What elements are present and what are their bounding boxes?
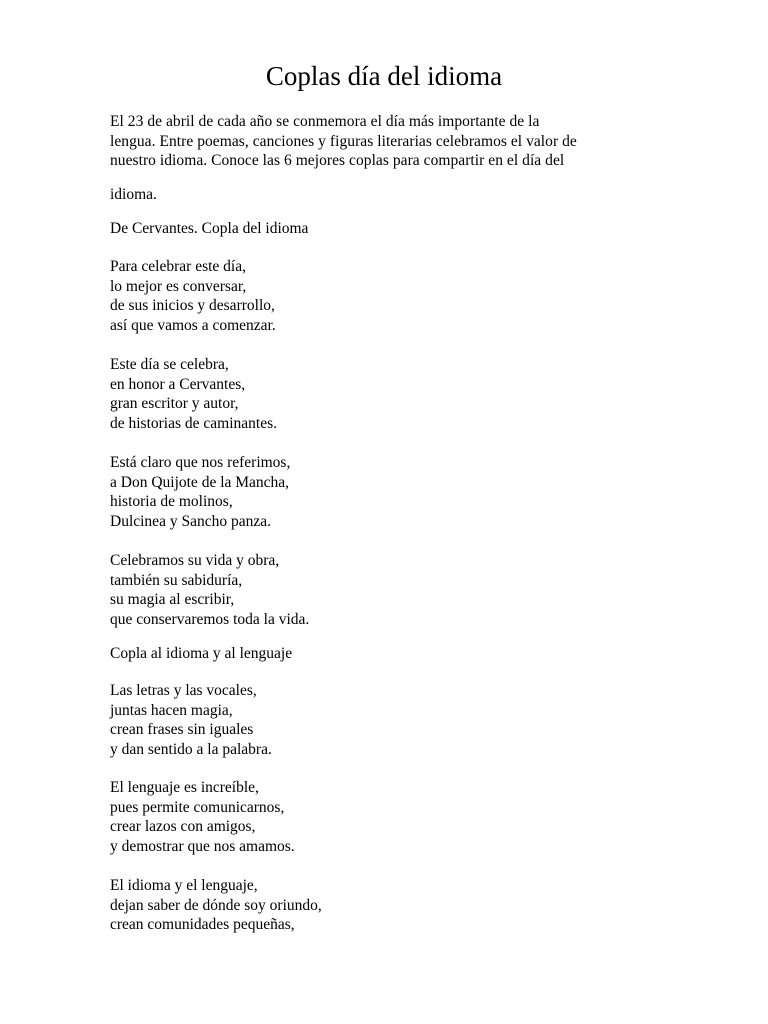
verse-line: en honor a Cervantes, [110,375,246,393]
verse-line: El lenguaje es increíble, [110,779,259,796]
verse-line: Para celebrar este día, [110,258,246,275]
verse-line: crear lazos con amigos, [110,818,256,836]
intro-paragraph [110,112,670,171]
verse-line: Está claro que nos referimos, [110,454,291,471]
verse-line: y demostrar que nos amamos. [110,837,295,855]
intro-tail: idioma. [110,186,157,203]
verse-line: historia de molinos, [110,493,233,511]
section-heading [110,219,670,239]
stanza [110,453,670,531]
stanza [110,681,670,759]
verse-line: crean frases sin iguales [110,721,254,739]
section-heading-cervantes: De Cervantes. Copla del idioma [110,220,309,237]
verse-line: lo mejor es conversar, [110,277,247,295]
verse-line: de historias de caminantes. [110,414,278,432]
intro-paragraph-tail [110,185,670,205]
verse-line: Celebramos su vida y obra, [110,552,280,569]
verse-line: que conservaremos toda la vida. [110,610,310,628]
verse-line: crean comunidades pequeñas, [110,916,295,934]
verse-line: pues permite comunicarnos, [110,798,285,816]
verse-line: Las letras y las vocales, [110,682,257,699]
section-heading [110,644,670,664]
verse-line: gran escritor y autor, [110,395,239,413]
stanza [110,876,670,935]
verse-line: Este día se celebra, [110,356,229,373]
page-title: Coplas día del idioma [265,61,503,91]
verse-line: también su sabiduría, [110,571,243,589]
verse-line: El idioma y el lenguaje, [110,877,258,894]
verse-line: su magia al escribir, [110,591,235,609]
verse-line: juntas hacen magia, [110,701,233,719]
verse-line: y dan sentido a la palabra. [110,740,272,758]
verse-line: de sus inicios y desarrollo, [110,297,275,315]
stanza [110,355,670,433]
intro-line: El 23 de abril de cada año se conmemora el día más importante de la [110,113,540,130]
intro-line: lengua. Entre poemas, canciones y figuras literarias celebramos el valor de [110,132,577,150]
verse-line: dejan saber de dónde soy oriundo, [110,896,322,914]
verse-line: Dulcinea y Sancho panza. [110,512,271,530]
stanza [110,257,670,335]
verse-line: así que vamos a comenzar. [110,316,276,334]
verse-line: a Don Quijote de la Mancha, [110,473,290,491]
stanza [110,551,670,629]
section-heading-lenguaje: Copla al idioma y al lenguaje [110,645,293,662]
stanza [110,778,670,856]
intro-line: nuestro idioma. Conoce las 6 mejores coplas para compartir en el día del [110,152,565,170]
